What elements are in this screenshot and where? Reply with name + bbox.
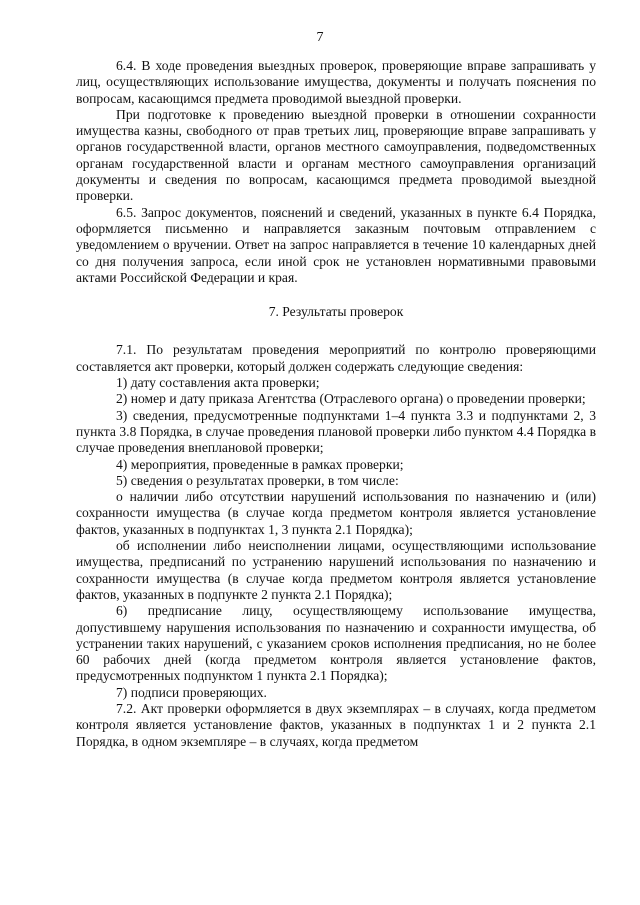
paragraph-7-1: 7.1. По результатам проведения мероприятий по контролю проверяющими составляется акт проверки, который должен содержать следующие сведения:: [76, 342, 596, 374]
list-item-5-violations: о наличии либо отсутствии нарушений использования по назначению и (или) сохранности имущества (в случае когда предметом контроля является установление фактов, указанных в подпунктах 1, 3 пункта 2.1 Порядка);: [76, 489, 596, 537]
list-item-2: 2) номер и дату приказа Агентства (Отраслевого органа) о проведении проверки;: [116, 391, 586, 407]
list-item-6: 6) предписание лицу, осуществляющему использование имущества, допустившему нарушения использования по назначению и сохранности имущества, об устранении таких нарушений, с указанием сроков исполнения предписания, но не более 60 рабочих дней (когда предметом контроля является установление фактов, предусмотренных подпунктом 1 пункта 2.1 Порядка);: [76, 603, 596, 684]
list-item-3: 3) сведения, предусмотренные подпунктами 1–4 пункта 3.3 и подпунктами 2, 3 пункта 3.8 Порядка, в случае проведения плановой проверки либо пунктом 4.4 Порядка в случае проведения внеплановой проверки;: [76, 407, 596, 456]
paragraph-6-4-preparation: При подготовке к проведению выездной проверки в отношении сохранности имущества казны, свободного от прав третьих лиц, проверяющие вправе запрашивать у органов государственной власти, органов местного самоуправления, подведомственных органам государственной власти и органам местного самоуправления организаций документы и сведения по вопросам, касающимся предмета проводимой выездной проверки.: [76, 106, 596, 204]
list-item-5: 5) сведения о результатах проверки, в том числе:: [116, 472, 399, 488]
section-heading: 7. Результаты проверок: [268, 304, 404, 320]
list-item-5-prescriptions: об исполнении либо неисполнении лицами, осуществляющими использование имущества, предписаний по устранению нарушений использования по назначению и сохранности имущества (в случае когда предметом контроля является установление фактов, указанных в подпункте 2 пункта 2.1 Порядка);: [76, 538, 596, 602]
paragraph-6-4: 6.4. В ходе проведения выездных проверок, проверяющие вправе запрашивать у лиц, осуществляющих использование имущества, документы и получать пояснения по вопросам, касающимся предмета проводимой выездной проверки.: [76, 58, 596, 106]
paragraph-6-5: 6.5. Запрос документов, пояснений и сведений, указанных в пункте 6.4 Порядка, оформляется письменно и направляется заказным почтовым отправлением с уведомлением о вручении. Ответ на запрос направляется в течение 10 календарных дней со дня получения запроса, если иной срок не установлен нормативными правовыми актами Российской Федерации и края.: [76, 204, 596, 285]
list-item-7: 7) подписи проверяющих.: [116, 684, 267, 700]
paragraph-7-2: 7.2. Акт проверки оформляется в двух экземплярах – в случаях, когда предметом контроля является установление фактов, указанных в подпунктах 1 и 2 пункта 2.1 Порядка, в одном экземпляре – в случаях, когда предметом: [76, 700, 596, 749]
page-number: 7: [316, 30, 324, 45]
list-item-1: 1) дату составления акта проверки;: [116, 375, 320, 391]
document-body: [76, 58, 596, 750]
list-item-4: 4) мероприятия, проведенные в рамках проверки;: [116, 456, 404, 472]
